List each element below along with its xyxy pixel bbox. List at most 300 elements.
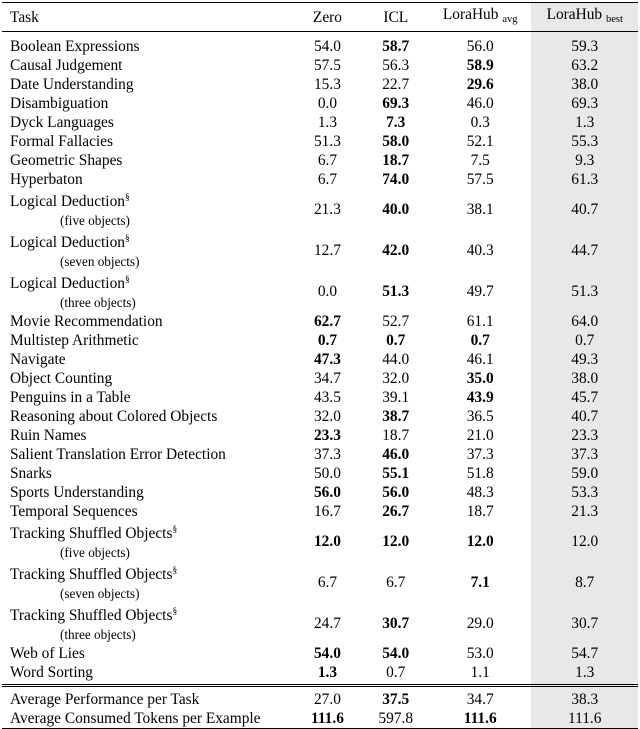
value-best: 38.0 xyxy=(571,370,599,387)
header-icl-label: ICL xyxy=(383,8,409,26)
cell-avg xyxy=(429,113,532,132)
cell-best xyxy=(531,686,638,710)
cell-icl xyxy=(363,189,429,230)
cell-avg xyxy=(429,562,532,603)
value-avg: 46.1 xyxy=(466,351,494,368)
section-mark: § xyxy=(124,275,130,285)
value-icl: 30.7 xyxy=(382,615,410,632)
cell-icl xyxy=(363,388,429,407)
cell-best xyxy=(531,170,638,189)
section-mark: § xyxy=(172,525,178,535)
cell-icl xyxy=(363,709,429,729)
task-name: Date Understanding xyxy=(10,76,134,93)
cell-icl xyxy=(363,426,429,445)
cell-icl xyxy=(363,312,429,331)
task-variant: (five objects) xyxy=(60,545,130,560)
summary-row xyxy=(2,709,638,729)
task-cell xyxy=(2,407,292,426)
task-cell xyxy=(2,151,292,170)
task-name: Logical Deduction xyxy=(10,234,125,251)
value-icl: 44.0 xyxy=(382,351,410,368)
cell-icl xyxy=(363,271,429,312)
table-row xyxy=(2,426,638,445)
cell-best xyxy=(531,271,638,312)
cell-zero xyxy=(292,464,362,483)
value-avg: 53.0 xyxy=(466,645,494,662)
value-best: 40.7 xyxy=(571,201,599,218)
cell-icl xyxy=(363,75,429,94)
cell-avg xyxy=(429,603,532,644)
cell-avg xyxy=(429,464,532,483)
table-row xyxy=(2,483,638,502)
task-name: Sports Understanding xyxy=(10,484,144,501)
value-zero: 16.7 xyxy=(313,503,341,520)
task-cell xyxy=(2,75,292,94)
cell-best xyxy=(531,32,638,57)
value-avg: 12.0 xyxy=(466,533,494,550)
section-mark: § xyxy=(124,193,130,203)
task-name: Movie Recommendation xyxy=(10,313,163,330)
table-row xyxy=(2,94,638,113)
value-avg: 37.3 xyxy=(466,446,494,463)
cell-avg xyxy=(429,271,532,312)
cell-avg xyxy=(429,331,532,350)
table-row xyxy=(2,562,638,603)
value-zero: 54.0 xyxy=(313,38,341,55)
task-cell xyxy=(2,350,292,369)
value-avg: 18.7 xyxy=(466,503,494,520)
value-zero: 37.3 xyxy=(313,446,341,463)
header-task xyxy=(2,3,292,32)
task-cell xyxy=(2,521,292,562)
table-row xyxy=(2,502,638,521)
value-best: 61.3 xyxy=(571,171,599,188)
cell-icl xyxy=(363,483,429,502)
value-zero: 6.7 xyxy=(317,171,338,188)
value-avg: 29.0 xyxy=(466,615,494,632)
cell-zero xyxy=(292,94,362,113)
header-icl xyxy=(363,3,429,32)
cell-avg xyxy=(429,94,532,113)
cell-icl xyxy=(363,94,429,113)
value-zero: 0.7 xyxy=(317,332,338,349)
cell-avg xyxy=(429,132,532,151)
value-avg: 57.5 xyxy=(466,171,494,188)
value-icl: 18.7 xyxy=(382,427,410,444)
cell-zero xyxy=(292,350,362,369)
task-name: Formal Fallacies xyxy=(10,133,114,150)
cell-zero xyxy=(292,603,362,644)
task-cell xyxy=(2,271,292,312)
task-name: Logical Deduction xyxy=(10,193,125,210)
cell-icl xyxy=(363,407,429,426)
cell-best xyxy=(531,312,638,331)
task-cell xyxy=(2,189,292,230)
value-avg: 51.8 xyxy=(466,465,494,482)
value-icl: 32.0 xyxy=(382,370,410,387)
cell-avg xyxy=(429,663,532,686)
value-icl: 56.0 xyxy=(382,484,410,501)
value-icl: 7.3 xyxy=(386,114,406,131)
cell-avg xyxy=(429,388,532,407)
cell-best xyxy=(531,603,638,644)
value-avg: 40.3 xyxy=(466,242,494,259)
value-zero: 6.7 xyxy=(317,574,338,591)
cell-best xyxy=(531,407,638,426)
table-row xyxy=(2,369,638,388)
value-icl: 58.7 xyxy=(382,38,410,55)
cell-zero xyxy=(292,644,362,663)
value-icl: 69.3 xyxy=(382,95,410,112)
header-best-label: LoraHub xyxy=(546,6,603,23)
header-avg-label: LoraHub xyxy=(442,6,499,23)
task-cell xyxy=(2,388,292,407)
task-name: Temporal Sequences xyxy=(10,503,138,520)
cell-best xyxy=(531,113,638,132)
value-best: 53.3 xyxy=(571,484,599,501)
cell-best xyxy=(531,562,638,603)
cell-zero xyxy=(292,388,362,407)
task-name: Tracking Shuffled Objects xyxy=(10,525,173,542)
cell-zero xyxy=(292,562,362,603)
cell-zero xyxy=(292,369,362,388)
value-best: 21.3 xyxy=(571,503,599,520)
value-zero: 24.7 xyxy=(313,615,341,632)
task-cell xyxy=(2,312,292,331)
cell-icl xyxy=(363,445,429,464)
cell-icl xyxy=(363,56,429,75)
value-icl: 51.3 xyxy=(382,283,410,300)
cell-avg xyxy=(429,230,532,271)
value-avg: 111.6 xyxy=(463,710,497,727)
cell-avg xyxy=(429,369,532,388)
summary-row xyxy=(2,686,638,710)
task-cell xyxy=(2,562,292,603)
cell-zero xyxy=(292,502,362,521)
task-cell xyxy=(2,686,292,710)
value-zero: 12.7 xyxy=(313,242,341,259)
cell-zero xyxy=(292,426,362,445)
value-best: 38.3 xyxy=(571,691,599,708)
value-zero: 54.0 xyxy=(313,645,341,662)
cell-icl xyxy=(363,230,429,271)
cell-best xyxy=(531,483,638,502)
value-best: 44.7 xyxy=(571,242,599,259)
value-icl: 6.7 xyxy=(386,574,406,591)
value-icl: 40.0 xyxy=(382,201,410,218)
value-icl: 58.0 xyxy=(382,133,410,150)
task-name: Navigate xyxy=(10,351,66,368)
cell-best xyxy=(531,663,638,686)
task-cell xyxy=(2,331,292,350)
value-avg: 52.1 xyxy=(466,133,494,150)
cell-icl xyxy=(363,170,429,189)
value-avg: 0.7 xyxy=(470,332,490,349)
value-best: 51.3 xyxy=(571,283,599,300)
task-name: Causal Judgement xyxy=(10,57,123,74)
task-name: Disambiguation xyxy=(10,95,109,112)
value-zero: 43.5 xyxy=(313,389,341,406)
cell-best xyxy=(531,189,638,230)
table-row xyxy=(2,189,638,230)
value-icl: 55.1 xyxy=(382,465,410,482)
value-best: 64.0 xyxy=(571,313,599,330)
value-avg: 43.9 xyxy=(466,389,494,406)
table-row xyxy=(2,350,638,369)
cell-best xyxy=(531,502,638,521)
cell-icl xyxy=(363,369,429,388)
value-zero: 1.3 xyxy=(317,114,338,131)
task-name: Snarks xyxy=(10,465,52,482)
cell-avg xyxy=(429,75,532,94)
cell-icl xyxy=(363,113,429,132)
value-avg: 58.9 xyxy=(466,57,494,74)
task-cell xyxy=(2,603,292,644)
value-best: 111.6 xyxy=(567,710,602,727)
task-name: Tracking Shuffled Objects xyxy=(10,566,173,583)
cell-best xyxy=(531,521,638,562)
task-variant: (three objects) xyxy=(60,295,136,310)
cell-icl xyxy=(363,562,429,603)
cell-best xyxy=(531,151,638,170)
value-avg: 56.0 xyxy=(466,38,494,55)
cell-zero xyxy=(292,113,362,132)
value-zero: 0.0 xyxy=(317,95,338,112)
task-variant: (five objects) xyxy=(60,213,130,228)
table-row xyxy=(2,32,638,57)
cell-best xyxy=(531,56,638,75)
cell-icl xyxy=(363,686,429,710)
value-best: 59.3 xyxy=(571,38,599,55)
table-row xyxy=(2,407,638,426)
value-icl: 38.7 xyxy=(382,408,410,425)
task-name: Hyperbaton xyxy=(10,171,83,188)
cell-zero xyxy=(292,445,362,464)
cell-zero xyxy=(292,132,362,151)
cell-zero xyxy=(292,170,362,189)
value-icl: 39.1 xyxy=(382,389,410,406)
value-zero: 6.7 xyxy=(317,152,338,169)
task-variant: (seven objects) xyxy=(60,586,140,601)
cell-best xyxy=(531,230,638,271)
cell-best xyxy=(531,369,638,388)
section-mark: § xyxy=(172,607,178,617)
task-name: Average Consumed Tokens per Example xyxy=(10,710,261,727)
value-best: 12.0 xyxy=(571,533,599,550)
value-best: 1.3 xyxy=(575,664,595,681)
table-row xyxy=(2,132,638,151)
cell-zero xyxy=(292,32,362,57)
cell-zero xyxy=(292,312,362,331)
cell-avg xyxy=(429,644,532,663)
value-avg: 35.0 xyxy=(466,370,494,387)
task-variant: (three objects) xyxy=(60,627,136,642)
value-zero: 34.7 xyxy=(313,370,341,387)
cell-best xyxy=(531,388,638,407)
cell-best xyxy=(531,350,638,369)
task-name: Ruin Names xyxy=(10,427,87,444)
cell-avg xyxy=(429,709,532,729)
value-avg: 7.5 xyxy=(470,152,490,169)
value-icl: 18.7 xyxy=(382,152,410,169)
value-zero: 1.3 xyxy=(317,664,338,681)
value-icl: 74.0 xyxy=(382,171,410,188)
value-best: 38.0 xyxy=(571,76,599,93)
value-avg: 29.6 xyxy=(466,76,494,93)
value-icl: 22.7 xyxy=(382,76,410,93)
value-icl: 12.0 xyxy=(382,533,410,550)
value-icl: 0.7 xyxy=(386,332,406,349)
cell-best xyxy=(531,445,638,464)
task-cell xyxy=(2,426,292,445)
value-icl: 46.0 xyxy=(382,446,410,463)
cell-zero xyxy=(292,189,362,230)
cell-zero xyxy=(292,230,362,271)
table-row xyxy=(2,271,638,312)
value-avg: 21.0 xyxy=(466,427,494,444)
value-avg: 36.5 xyxy=(466,408,494,425)
table-row xyxy=(2,521,638,562)
table-summary xyxy=(2,686,638,729)
cell-zero xyxy=(292,663,362,686)
cell-zero xyxy=(292,331,362,350)
value-icl: 42.0 xyxy=(382,242,410,259)
cell-icl xyxy=(363,132,429,151)
header-task-label: Task xyxy=(10,8,39,26)
value-zero: 56.0 xyxy=(313,484,341,501)
table-row xyxy=(2,56,638,75)
cell-icl xyxy=(363,663,429,686)
cell-zero xyxy=(292,56,362,75)
task-cell xyxy=(2,483,292,502)
value-zero: 50.0 xyxy=(313,465,341,482)
cell-avg xyxy=(429,483,532,502)
value-avg: 7.1 xyxy=(470,574,490,591)
task-cell xyxy=(2,32,292,57)
table-row xyxy=(2,75,638,94)
cell-best xyxy=(531,464,638,483)
section-mark: § xyxy=(172,566,178,576)
value-best: 8.7 xyxy=(575,574,595,591)
table-row xyxy=(2,151,638,170)
results-table xyxy=(2,2,638,729)
cell-avg xyxy=(429,56,532,75)
task-name: Average Performance per Task xyxy=(10,691,200,708)
header-lorahub-avg xyxy=(429,3,532,32)
task-name: Dyck Languages xyxy=(10,114,114,131)
task-name: Logical Deduction xyxy=(10,275,125,292)
cell-icl xyxy=(363,603,429,644)
value-zero: 47.3 xyxy=(313,351,341,368)
task-name: Word Sorting xyxy=(10,664,93,681)
cell-icl xyxy=(363,464,429,483)
task-name: Boolean Expressions xyxy=(10,38,140,55)
task-cell xyxy=(2,56,292,75)
task-cell xyxy=(2,113,292,132)
value-icl: 37.5 xyxy=(382,691,410,708)
table-row xyxy=(2,644,638,663)
task-name: Penguins in a Table xyxy=(10,389,131,406)
cell-avg xyxy=(429,32,532,57)
value-zero: 57.5 xyxy=(313,57,341,74)
table-row xyxy=(2,312,638,331)
task-cell xyxy=(2,464,292,483)
value-avg: 38.1 xyxy=(466,201,494,218)
value-best: 30.7 xyxy=(571,615,599,632)
cell-zero xyxy=(292,75,362,94)
value-icl: 56.3 xyxy=(382,57,410,74)
cell-avg xyxy=(429,502,532,521)
task-cell xyxy=(2,644,292,663)
cell-best xyxy=(531,94,638,113)
value-zero: 32.0 xyxy=(313,408,341,425)
value-best: 54.7 xyxy=(571,645,599,662)
header-avg-subscript: avg xyxy=(502,14,518,25)
cell-zero xyxy=(292,483,362,502)
value-best: 23.3 xyxy=(571,427,599,444)
cell-avg xyxy=(429,350,532,369)
table-row xyxy=(2,331,638,350)
cell-avg xyxy=(429,407,532,426)
task-cell xyxy=(2,369,292,388)
table-row xyxy=(2,230,638,271)
value-zero: 27.0 xyxy=(313,691,341,708)
cell-zero xyxy=(292,407,362,426)
cell-avg xyxy=(429,426,532,445)
task-cell xyxy=(2,709,292,729)
value-best: 49.3 xyxy=(571,351,599,368)
value-best: 1.3 xyxy=(575,114,595,131)
task-name: Geometric Shapes xyxy=(10,152,123,169)
value-best: 37.3 xyxy=(571,446,599,463)
cell-zero xyxy=(292,709,362,729)
value-zero: 111.6 xyxy=(310,710,344,727)
table-row xyxy=(2,464,638,483)
cell-zero xyxy=(292,271,362,312)
header-zero xyxy=(292,3,362,32)
value-avg: 49.7 xyxy=(466,283,494,300)
cell-icl xyxy=(363,521,429,562)
value-icl: 26.7 xyxy=(382,503,410,520)
value-best: 9.3 xyxy=(575,152,595,169)
task-cell xyxy=(2,132,292,151)
header-best-subscript: best xyxy=(605,14,623,25)
value-avg: 0.3 xyxy=(470,114,490,131)
cell-avg xyxy=(429,445,532,464)
value-best: 63.2 xyxy=(571,57,599,74)
task-variant: (seven objects) xyxy=(60,254,140,269)
value-best: 55.3 xyxy=(571,133,599,150)
cell-zero xyxy=(292,151,362,170)
cell-best xyxy=(531,132,638,151)
cell-best xyxy=(531,331,638,350)
cell-avg xyxy=(429,170,532,189)
value-best: 0.7 xyxy=(575,332,595,349)
table-row xyxy=(2,663,638,686)
cell-icl xyxy=(363,151,429,170)
value-avg: 46.0 xyxy=(466,95,494,112)
value-icl: 597.8 xyxy=(378,710,414,727)
task-cell xyxy=(2,94,292,113)
task-cell xyxy=(2,502,292,521)
header-zero-label: Zero xyxy=(312,8,342,26)
cell-icl xyxy=(363,502,429,521)
value-best: 40.7 xyxy=(571,408,599,425)
value-icl: 0.7 xyxy=(386,664,406,681)
task-name: Multistep Arithmetic xyxy=(10,332,139,349)
cell-best xyxy=(531,709,638,729)
value-avg: 34.7 xyxy=(466,691,494,708)
